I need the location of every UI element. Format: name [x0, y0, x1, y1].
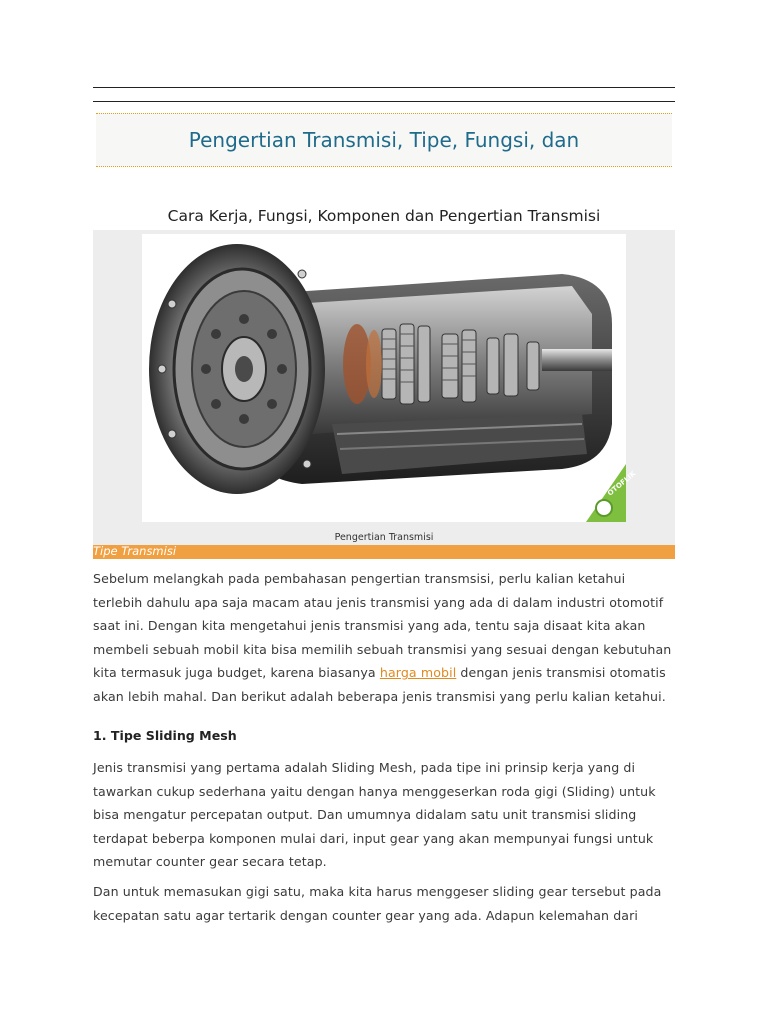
paragraph-3: Dan untuk memasukan gigi satu, maka kita harus menggeser sliding gear tersebut pada kecepatan satu agar tertarik dengan counter gear yang ada. Adapun kelemahan dari [93, 884, 662, 923]
paragraph-1 [93, 567, 675, 709]
article-subtitle: Cara Kerja, Fungsi, Komponen dan Pengertian Transmisi [167, 207, 601, 225]
otoflik-logo-icon [586, 464, 638, 522]
transmission-image [142, 234, 638, 522]
top-rule-1 [93, 87, 675, 88]
paragraph-1-text-a: Sebelum melangkah pada pembahasan pengertian transmsisi, perlu kalian ketahui terlebih dahulu apa saja macam atau jenis transmisi yang ada di dalam industri otomotif saat ini. Dengan kita mengetahui jenis transmisi yang ada, tentu saja disaat kita akan membeli sebuah mobil kita bisa memilih sebuah transmisi yang sesuai dengan kebutuhan kita termasuk juga budget, karena biasanya [93, 571, 672, 681]
heading-sliding-mesh: 1. Tipe Sliding Mesh [93, 728, 237, 743]
top-rule-2 [93, 101, 675, 102]
svg-text:OTOFLIK: OTOFLIK [606, 469, 638, 498]
paragraph-2: Jenis transmisi yang pertama adalah Sliding Mesh, pada tipe ini prinsip kerja yang di tawarkan cukup sederhana yaitu dengan hanya menggeserkan roda gigi (Sliding) untuk bisa mengatur percepatan output. Dan umumnya didalam satu unit transmisi sliding terdapat beberpa komponen mulai dari, input gear yang akan mempunyai fungsi untuk memutar counter gear secara tetap. [93, 760, 656, 870]
figure [93, 230, 675, 545]
section-heading: Tipe Transmisi [93, 544, 177, 558]
page-title: Pengertian Transmisi, Tipe, Fungsi, dan [188, 128, 580, 152]
transmission-illustration [142, 234, 638, 522]
title-box [96, 113, 672, 167]
paragraph-1-text-b: dengan jenis transmisi otomatis akan lebih mahal. Dan berikut adalah beberapa jenis transmisi yang perlu kalian ketahui. [93, 665, 666, 704]
section-heading-bar [93, 545, 675, 559]
harga-mobil-link[interactable]: harga mobil [379, 665, 457, 681]
figure-caption: Pengertian Transmisi [334, 532, 434, 543]
